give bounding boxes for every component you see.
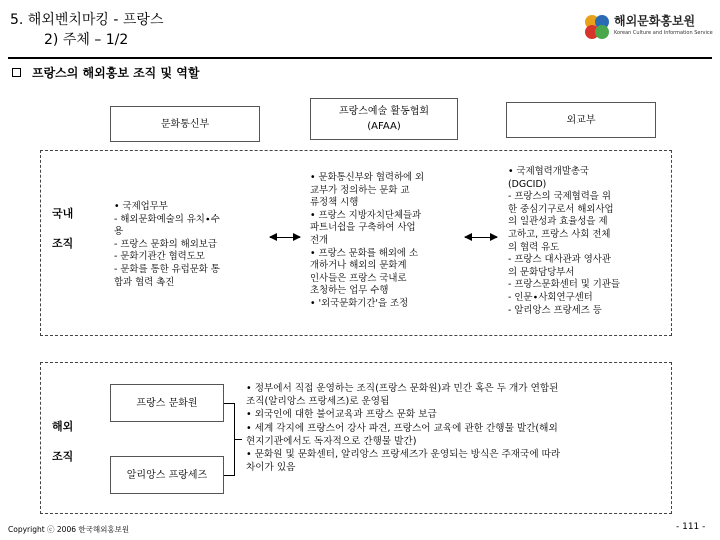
overseas-label-line2: 조직 (52, 450, 74, 463)
org-box-ministry-culture: 문화통신부 (110, 106, 260, 142)
logo (582, 10, 712, 46)
org-box-alliance-francaise: 알리앙스 프랑세즈 (110, 456, 224, 494)
org-box-french-institute: 프랑스 문화원 (110, 384, 224, 422)
page-title-line2: 2) 주체 – 1/2 (44, 32, 129, 48)
org-box-foreign-ministry: 외교부 (506, 102, 656, 138)
section-title: 프랑스의 해외홍보 조직 및 역할 (32, 66, 200, 80)
logo-emblem-icon (582, 12, 612, 42)
ministry-culture-content: • 국제업무부 - 해외문화예술의 유치∙수 용 - 프랑스 문화의 해외보급 - 문화기관간 협력도모 - 문화를 통한 유럽문화 통 합과 협력 촉진 (114, 201, 220, 288)
org-box-afaa: 프랑스예술 활동협회 (AFAA) (310, 98, 458, 140)
logo-subtext: Korean Culture and Information Service (614, 30, 713, 36)
bracket-connector (234, 439, 242, 440)
afaa-content: • 문화통신부와 협력하에 외 교부가 정의하는 문화 교 류정책 시행 • 프랑스 지방자치단체들과 파트너쉽을 구축하여 사업 전개 • 프랑스 문화를 해외에 소 개하거나 해외의 문화계 인사들은 프랑스 국내로 초청하는 업무 수행 • '외국문화기간'을 조정 (310, 172, 425, 309)
bracket-top (224, 403, 234, 404)
overseas-label (52, 418, 73, 464)
square-bullet-icon (12, 68, 21, 77)
logo-dot-4 (595, 25, 609, 39)
double-arrow-left (270, 237, 300, 238)
overseas-label-line1: 해외 (52, 420, 74, 433)
bracket-bottom (224, 475, 234, 476)
page-title-line1: 5. 해외벤치마킹 - 프랑스 (10, 12, 164, 28)
page-number: - 111 - (676, 522, 706, 532)
domestic-label (52, 205, 73, 251)
overseas-content: • 정부에서 직접 운영하는 조직(프랑스 문화원)과 민간 혹은 두 개가 연합된 조직(알리앙스 프랑세즈)로 운영됨 • 외국인에 대한 불어교육과 프랑스 문화 보급 • 세계 각지에 프랑스어 강사 파견, 프랑스어 교육에 관한 간행물 발간(해외 현지기관에서도 독자적으로 간행물 발간) • 문화원 및 문화센터, 알리앙스 프랑세즈가 운영되는 방식은 주재국에 따라 차이가 있음 (246, 383, 561, 474)
domestic-label-line2: 조직 (52, 237, 74, 250)
logo-text: 해외문화홍보원 (614, 14, 696, 28)
header-rule (8, 57, 712, 59)
copyright: Copyright ⓒ 2006 한국해외홍보원 (8, 525, 130, 534)
foreign-ministry-content: • 국제협력개발총국 (DGCID) - 프랑스의 국제협력을 위 한 중심기구로서 해외사업 의 일관성과 효율성을 제 고하고, 프랑스 사회 전체 의 협력 유도 - 프랑스 대사관과 영사관 의 문화담당부서 - 프랑스문화센터 및 기관들 - 인문∙사회연구센터 - 알리앙스 프랑세즈 등 (508, 166, 620, 316)
domestic-label-line1: 국내 (52, 207, 74, 220)
double-arrow-right (465, 237, 497, 238)
